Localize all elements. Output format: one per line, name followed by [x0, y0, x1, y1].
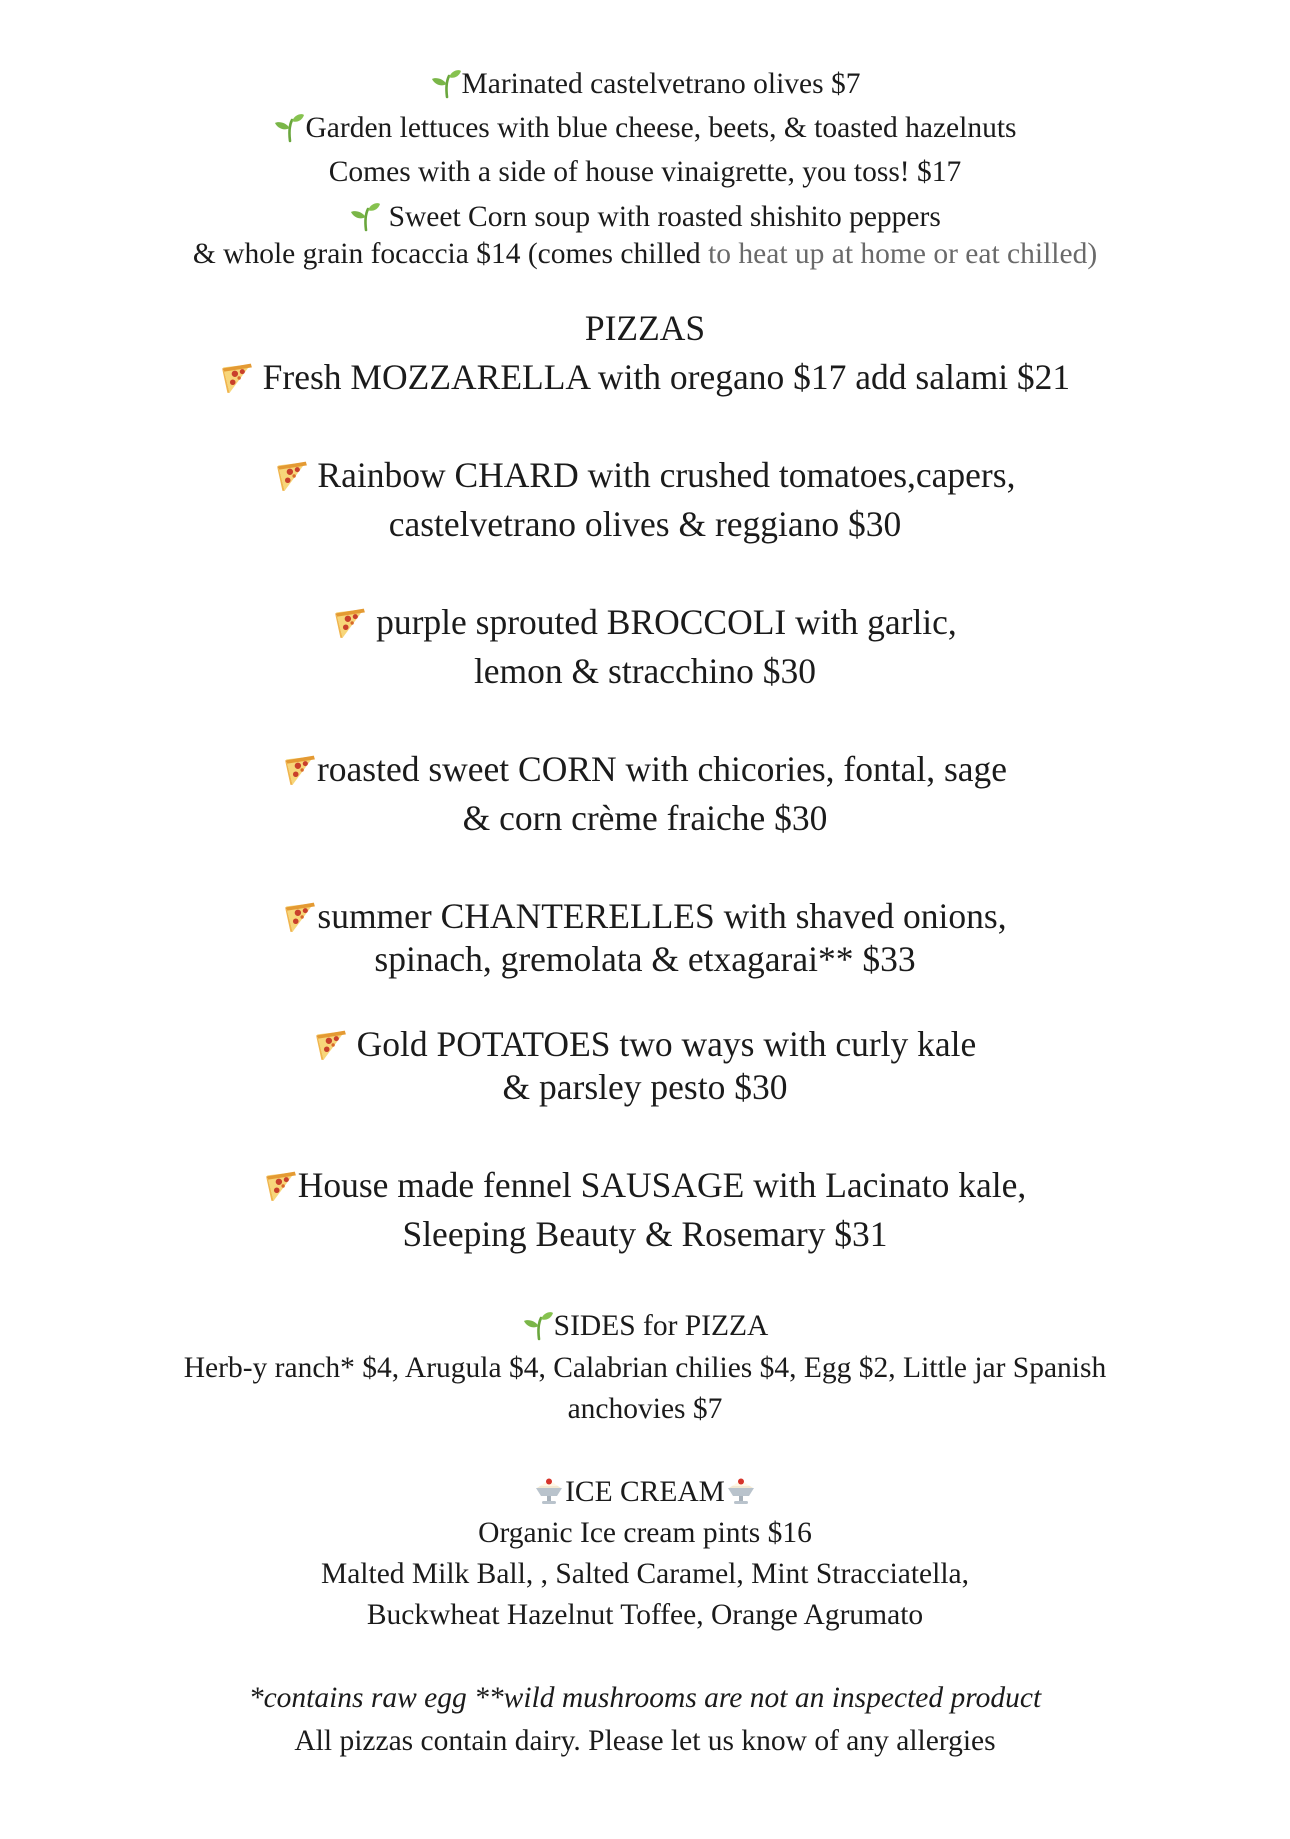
ice-cream-flavors-2	[0, 1601, 1290, 1631]
pizza-slice-icon	[314, 1028, 348, 1062]
pizza-chard	[0, 455, 1290, 496]
pizza-slice-icon	[264, 1169, 298, 1203]
pizza-slice-icon	[283, 900, 317, 934]
pizza-chard-cont	[0, 504, 1290, 544]
sides-heading-text: SIDES for PIZZA	[553, 1310, 769, 1342]
pizza-slice-icon	[283, 753, 317, 787]
pizza-broccoli-text: purple sprouted BROCCOLI with garlic,	[376, 602, 957, 642]
ice-cream-pints-text: Organic Ice cream pints $16	[478, 1517, 812, 1549]
sides-text-2: anchovies $7	[567, 1393, 723, 1425]
pizza-broccoli-cont	[0, 651, 1290, 691]
sprout-icon	[522, 1309, 554, 1341]
pizza-broccoli	[0, 602, 1290, 643]
sprout-icon	[430, 67, 462, 99]
soup-text: Sweet Corn soup with roasted shishito peppers	[388, 201, 941, 233]
sprout-icon	[349, 200, 381, 232]
lettuces-note-line	[0, 158, 1290, 188]
ice-cream-sundae-icon	[533, 1475, 565, 1507]
soup-note-line	[0, 240, 1290, 270]
sides-line-2	[0, 1395, 1290, 1425]
pizza-corn	[0, 749, 1290, 790]
pizza-potatoes-text: Gold POTATOES two ways with curly kale	[356, 1024, 977, 1064]
pizza-mozzarella	[0, 357, 1290, 398]
ice-cream-pints	[0, 1519, 1290, 1549]
pizza-chanterelles-text-2: spinach, gremolata & etxagarai** $33	[374, 939, 916, 979]
olives-line	[0, 70, 1290, 102]
pizza-chanterelles-cont	[0, 939, 1290, 979]
ice-cream-flavors-text-1: Malted Milk Ball, , Salted Caramel, Mint Stracciatella,	[320, 1558, 970, 1590]
ice-cream-flavors-1	[0, 1560, 1290, 1590]
pizza-potatoes-cont	[0, 1067, 1290, 1107]
pizza-chard-text-2: castelvetrano olives & reggiano $30	[388, 504, 902, 544]
pizza-potatoes	[0, 1024, 1290, 1065]
olives-text: Marinated castelvetrano olives $7	[461, 68, 861, 100]
pizza-chard-text: Rainbow CHARD with crushed tomatoes,capers,	[317, 455, 1016, 495]
sides-heading	[0, 1312, 1290, 1344]
lettuces-line	[0, 114, 1290, 146]
pizza-slice-icon	[220, 361, 254, 395]
soup-note-a: & whole grain focaccia $14 (comes chilled	[192, 238, 701, 270]
pizza-sausage-cont	[0, 1214, 1290, 1254]
pizza-corn-text: roasted sweet CORN with chicories, fontal, sage	[316, 749, 1008, 789]
sides-text-1: Herb-y ranch* $4, Arugula $4, Calabrian chilies $4, Egg $2, Little jar Spanish	[183, 1352, 1107, 1384]
footer-note-text: *contains raw egg **wild mushrooms are not an inspected product	[248, 1682, 1042, 1714]
soup-line	[0, 203, 1290, 235]
ice-cream-sundae-icon	[725, 1475, 757, 1507]
pizza-sausage-text-2: Sleeping Beauty & Rosemary $31	[402, 1214, 888, 1254]
sides-line-1	[0, 1354, 1290, 1384]
lettuces-note: Comes with a side of house vinaigrette, you toss! $17	[328, 156, 962, 188]
footer-allergy-text: All pizzas contain dairy. Please let us know of any allergies	[294, 1725, 996, 1757]
pizzas-heading-text: PIZZAS	[584, 308, 706, 348]
pizza-corn-cont	[0, 798, 1290, 838]
pizza-chanterelles	[0, 896, 1290, 937]
sprout-icon	[273, 111, 305, 143]
ice-cream-heading	[0, 1478, 1290, 1510]
footer-allergy	[0, 1727, 1290, 1757]
footer-note	[0, 1684, 1290, 1714]
ice-cream-flavors-text-2: Buckwheat Hazelnut Toffee, Orange Agrumato	[366, 1599, 924, 1631]
pizza-sausage-text: House made fennel SAUSAGE with Lacinato kale,	[297, 1165, 1027, 1205]
pizza-slice-icon	[333, 606, 367, 640]
pizzas-heading	[0, 308, 1290, 348]
lettuces-text: Garden lettuces with blue cheese, beets, & toasted hazelnuts	[305, 112, 1017, 144]
pizza-sausage	[0, 1165, 1290, 1206]
pizza-corn-text-2: & corn crème fraiche $30	[462, 798, 828, 838]
pizza-potatoes-text-2: & parsley pesto $30	[502, 1067, 788, 1107]
ice-cream-heading-text: ICE CREAM	[565, 1476, 725, 1508]
pizza-chanterelles-text: summer CHANTERELLES with shaved onions,	[317, 896, 1007, 936]
soup-note-b: to heat up at home or eat chilled)	[700, 238, 1098, 270]
pizza-broccoli-text-2: lemon & stracchino $30	[473, 651, 817, 691]
pizza-mozzarella-text: Fresh MOZZARELLA with oregano $17 add salami $21	[262, 357, 1071, 397]
pizza-slice-icon	[275, 459, 309, 493]
